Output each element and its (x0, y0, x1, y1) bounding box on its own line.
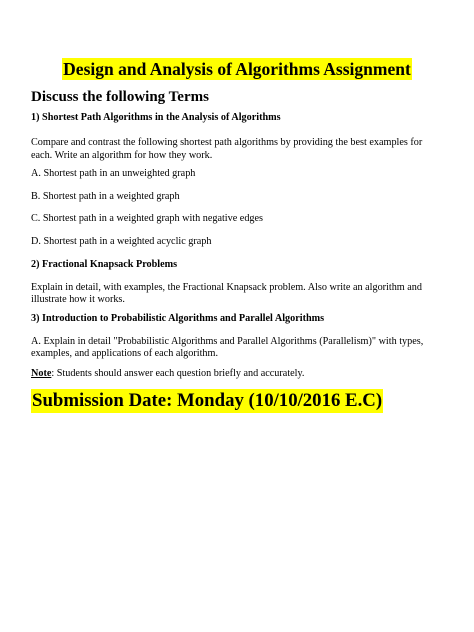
document-title: Design and Analysis of Algorithms Assignment (63, 59, 411, 79)
section-1-item-d: D. Shortest path in a weighted acyclic graph (31, 236, 212, 247)
section-1-item-a: A. Shortest path in an unweighted graph (31, 168, 196, 179)
section-1-intro-line-2: each. Write an algorithm for how they work. (31, 150, 213, 161)
section-1-item-c: C. Shortest path in a weighted graph with negative edges (31, 213, 263, 224)
section-2-text-line-1: Explain in detail, with examples, the Fractional Knapsack problem. Also write an algorithm and (31, 282, 422, 293)
section-2-text-line-2: illustrate how it works. (31, 294, 125, 305)
section-1-item-b: B. Shortest path in a weighted graph (31, 191, 180, 202)
section-3-text-line-1: A. Explain in detail "Probabilistic Algorithms and Parallel Algorithms (Parallelism)" with types, (31, 336, 424, 347)
section-3-heading: 3) Introduction to Probabilistic Algorithms and Parallel Algorithms (31, 313, 325, 324)
submission-date: Submission Date: Monday (10/10/2016 E.C) (32, 390, 383, 411)
section-1-intro-line-1: Compare and contrast the following shortest path algorithms by providing the best examples for (31, 137, 423, 148)
section-2-heading: 2) Fractional Knapsack Problems (31, 259, 178, 270)
note-line (31, 367, 304, 381)
title-container (0, 58, 474, 80)
note-label: Note (31, 368, 52, 379)
note-text: : Students should answer each question briefly and accurately. (51, 368, 305, 379)
section-3-text-line-2: examples, and applications of each algorithm. (31, 348, 218, 359)
section-1-heading: 1) Shortest Path Algorithms in the Analysis of Algorithms (31, 112, 281, 123)
document-subtitle: Discuss the following Terms (31, 89, 209, 105)
